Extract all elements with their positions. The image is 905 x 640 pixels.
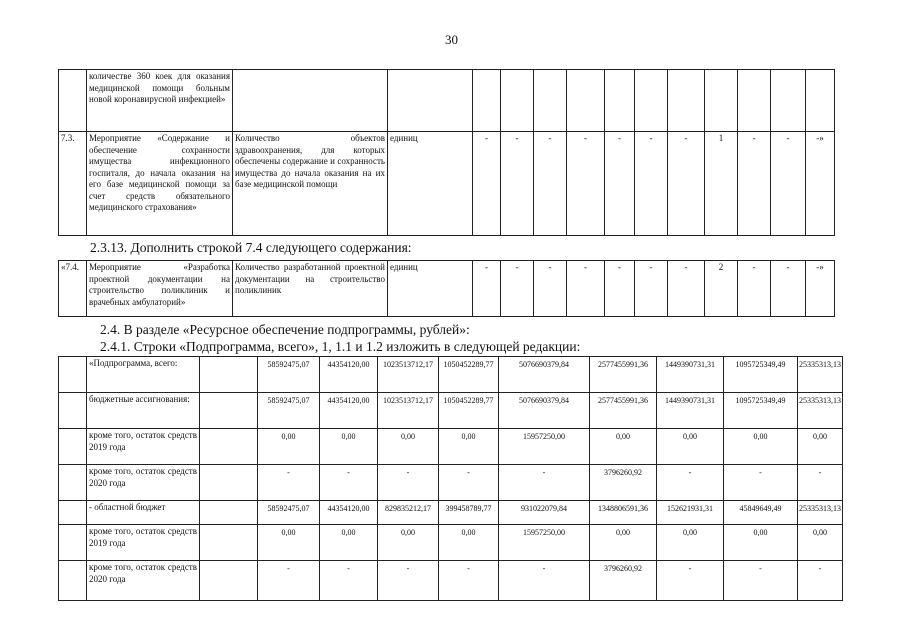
cell-amount: 5076690379,84 bbox=[499, 357, 590, 393]
cell-amount: 2577455991,36 bbox=[590, 393, 657, 429]
cell-amount: - bbox=[439, 465, 499, 501]
cell-value: - bbox=[605, 132, 635, 236]
cell-amount: - bbox=[657, 465, 724, 501]
cell-amount: - bbox=[258, 561, 320, 601]
cell-amount: 1095725349,49 bbox=[724, 357, 798, 393]
row-label: кроме того, остаток средств 2019 года bbox=[87, 429, 200, 465]
cell-value: -» bbox=[806, 132, 835, 236]
table-row bbox=[59, 393, 843, 429]
cell-amount: 1449390731,31 bbox=[657, 393, 724, 429]
row-label: кроме того, остаток средств 2019 года bbox=[87, 525, 200, 561]
cell-value: - bbox=[567, 132, 605, 236]
cell-amount: - bbox=[258, 465, 320, 501]
cell-amount: 0,00 bbox=[657, 429, 724, 465]
cell-amount: 44354120,00 bbox=[320, 357, 378, 393]
table-row bbox=[59, 525, 843, 561]
cell-amount: 25335313,13 bbox=[798, 393, 843, 429]
cell-amount: 0,00 bbox=[258, 429, 320, 465]
cell-value: - bbox=[534, 261, 567, 317]
table-row bbox=[59, 132, 835, 236]
cell-amount: - bbox=[439, 561, 499, 601]
cell-amount: 0,00 bbox=[724, 429, 798, 465]
cell-amount: 0,00 bbox=[724, 525, 798, 561]
row-number: 7.3. bbox=[59, 132, 87, 236]
cell-amount: 0,00 bbox=[590, 429, 657, 465]
cell-amount: - bbox=[378, 561, 439, 601]
cell-amount: 0,00 bbox=[439, 525, 499, 561]
cell-value: - bbox=[668, 261, 705, 317]
cell-amount: 25335313,13 bbox=[798, 501, 843, 525]
cell-amount: 15957250,00 bbox=[499, 429, 590, 465]
cell-amount: 2577455991,36 bbox=[590, 357, 657, 393]
cell-amount: 44354120,00 bbox=[320, 393, 378, 429]
cell-value: - bbox=[635, 261, 668, 317]
resource-table bbox=[58, 356, 843, 601]
section-heading: 2.4. В разделе «Ресурсное обеспечение подпрограммы, рублей»: bbox=[100, 322, 470, 337]
row-label: бюджетные ассигнования: bbox=[87, 393, 200, 429]
cell-amount: 0,00 bbox=[320, 429, 378, 465]
cell-value: - bbox=[473, 261, 501, 317]
cell-value: - bbox=[501, 132, 534, 236]
cell-amount: 0,00 bbox=[439, 429, 499, 465]
cell-amount: 0,00 bbox=[320, 525, 378, 561]
cell-amount: - bbox=[724, 561, 798, 601]
cell-amount: - bbox=[320, 465, 378, 501]
table-row bbox=[59, 70, 835, 132]
cell-amount: 5076690379,84 bbox=[499, 393, 590, 429]
table-row bbox=[59, 501, 843, 525]
cell-amount: 1023513712,17 bbox=[378, 357, 439, 393]
cell-event: Мероприятие «Содержание и обеспечение сохранности имущества инфекционного госпиталя, до начала оказания на его базе медицинской помощи за счет средств обязательного медицинского страхования» bbox=[87, 132, 233, 236]
cell-amount: 15957250,00 bbox=[499, 525, 590, 561]
row-label: кроме того, остаток средств 2020 года bbox=[87, 561, 200, 601]
cell-amount: - bbox=[499, 561, 590, 601]
section-heading: 2.3.13. Дополнить строкой 7.4 следующего содержания: bbox=[90, 240, 412, 255]
cell-value: - bbox=[501, 261, 534, 317]
cell-amount: - bbox=[798, 561, 843, 601]
table-row bbox=[59, 429, 843, 465]
indicators-table-row-7-4 bbox=[58, 260, 835, 317]
cell-amount: 44354120,00 bbox=[320, 501, 378, 525]
cell-indicator: Количество разработанной проектной документации на строительство поликлиник bbox=[233, 261, 388, 317]
cell-value: - bbox=[534, 132, 567, 236]
cell-value: -» bbox=[806, 261, 835, 317]
cell-amount: 0,00 bbox=[798, 525, 843, 561]
cell-event-cont: количестве 360 коек для оказания медицинской помощи больным новой коронавирусной инфекцией» bbox=[87, 70, 233, 132]
cell-amount: - bbox=[320, 561, 378, 601]
row-label: «Подпрограмма, всего: bbox=[87, 357, 200, 393]
cell-amount: - bbox=[798, 465, 843, 501]
row-label: - областной бюджет bbox=[87, 501, 200, 525]
cell-amount: 0,00 bbox=[378, 429, 439, 465]
cell-amount: 25335313,13 bbox=[798, 357, 843, 393]
table-row bbox=[59, 561, 843, 601]
cell-value: 1 bbox=[705, 132, 738, 236]
cell-amount: 3796260,92 bbox=[590, 465, 657, 501]
cell-amount: 1095725349,49 bbox=[724, 393, 798, 429]
cell-amount: 0,00 bbox=[590, 525, 657, 561]
cell-value: - bbox=[771, 132, 806, 236]
cell-amount: 0,00 bbox=[798, 429, 843, 465]
cell-amount: - bbox=[499, 465, 590, 501]
cell-value: - bbox=[473, 132, 501, 236]
cell-amount: 399458789,77 bbox=[439, 501, 499, 525]
cell-amount: 0,00 bbox=[378, 525, 439, 561]
cell-value: - bbox=[567, 261, 605, 317]
cell-amount: 829835212,17 bbox=[378, 501, 439, 525]
cell-value: 2 bbox=[705, 261, 738, 317]
page-number: 30 bbox=[445, 32, 458, 47]
cell-event: Мероприятие «Разработка проектной документации на строительство поликлиник и врачебных амбулаторий» bbox=[87, 261, 233, 317]
section-heading: 2.4.1. Строки «Подпрограмма, всего», 1, 1.1 и 1.2 изложить в следующей редакции: bbox=[100, 339, 581, 354]
cell-unit: единиц bbox=[388, 261, 473, 317]
cell-indicator: Количество объектов здравоохранения, для которых обеспечены содержание и сохранность имущества до начала оказания на их базе медицинской помощи bbox=[233, 132, 388, 236]
cell-amount: 931022079,84 bbox=[499, 501, 590, 525]
table-row bbox=[59, 261, 835, 317]
cell-value: - bbox=[738, 261, 771, 317]
cell-amount: 1050452289,77 bbox=[439, 393, 499, 429]
table-row bbox=[59, 357, 843, 393]
cell-value: - bbox=[738, 132, 771, 236]
cell-value: - bbox=[771, 261, 806, 317]
cell-amount: 3796260,92 bbox=[590, 561, 657, 601]
cell-amount: 58592475,07 bbox=[258, 501, 320, 525]
cell-amount: 152621931,31 bbox=[657, 501, 724, 525]
cell-amount: 0,00 bbox=[657, 525, 724, 561]
cell-unit: единиц bbox=[388, 132, 473, 236]
cell-amount: 1449390731,31 bbox=[657, 357, 724, 393]
cell-amount: - bbox=[378, 465, 439, 501]
cell-amount: 58592475,07 bbox=[258, 357, 320, 393]
cell-amount: - bbox=[657, 561, 724, 601]
cell-amount: 0,00 bbox=[258, 525, 320, 561]
cell-value: - bbox=[605, 261, 635, 317]
cell-value: - bbox=[635, 132, 668, 236]
cell-amount: 45849649,49 bbox=[724, 501, 798, 525]
cell-amount: 1348806591,36 bbox=[590, 501, 657, 525]
row-number: «7.4. bbox=[59, 261, 87, 317]
cell-value: - bbox=[668, 132, 705, 236]
cell-amount: 1023513712,17 bbox=[378, 393, 439, 429]
table-row bbox=[59, 465, 843, 501]
cell-amount: 1050452289,77 bbox=[439, 357, 499, 393]
indicators-table-top bbox=[58, 69, 835, 236]
cell-amount: - bbox=[724, 465, 798, 501]
cell-amount: 58592475,07 bbox=[258, 393, 320, 429]
row-label: кроме того, остаток средств 2020 года bbox=[87, 465, 200, 501]
